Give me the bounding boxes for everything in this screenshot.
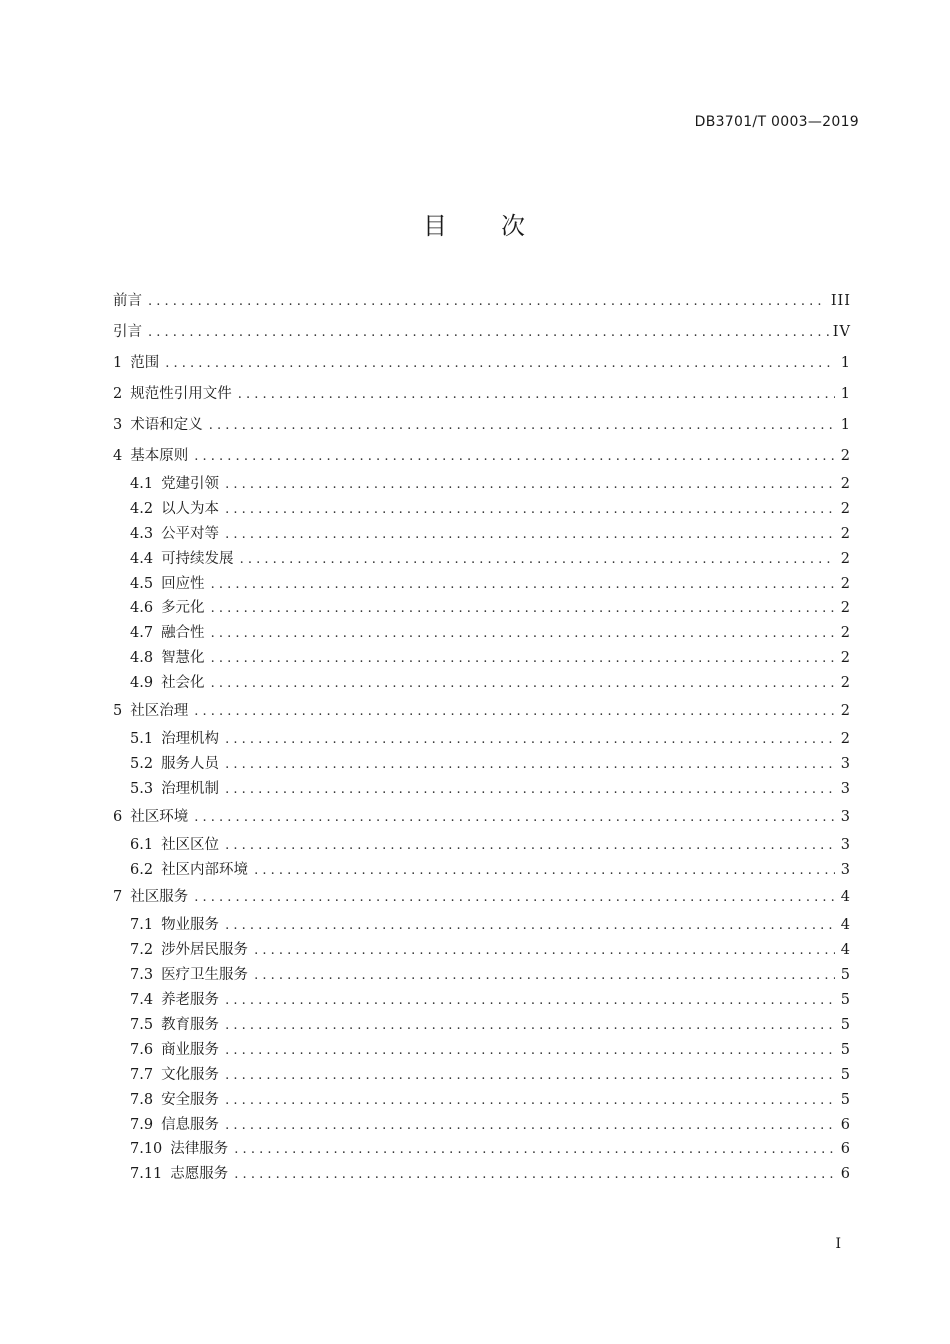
toc-dot-leader [225,1064,835,1089]
toc-entry[interactable] [113,671,851,696]
toc-entry[interactable] [113,646,851,671]
toc-entry-number: 6 [113,808,123,825]
toc-entry[interactable] [113,938,851,963]
toc-entry-page: 5 [840,1017,851,1034]
toc-dot-leader [240,548,835,573]
toc-dot-leader [234,1138,835,1163]
toc-dot-leader [211,573,835,598]
toc-dot-leader [225,834,835,859]
toc-dot-leader [225,1089,835,1114]
toc-dot-leader [254,964,835,989]
toc-entry-label: 前言 [113,293,142,309]
toc-entry-number: 4.1 [130,476,154,492]
toc-entry-page: 2 [840,625,851,642]
toc-entry-label: 回应性 [161,575,205,592]
toc-entry-number: 4.3 [130,525,154,542]
toc-entry-number: 5.2 [130,755,154,772]
toc-entry-page: 1 [840,355,851,371]
toc-entry-number: 7.2 [130,942,154,959]
page-number: I [835,1236,842,1252]
toc-dot-leader [211,597,835,622]
toc-entry-page: 4 [840,889,851,906]
toc-entry-number: 3 [113,417,123,433]
toc-entry[interactable] [113,1013,851,1038]
toc-entry[interactable] [113,410,851,441]
toc-title [0,206,950,241]
toc-entry-label: 商业服务 [161,1041,220,1058]
toc-entry-number: 4.6 [130,600,154,617]
toc-entry-number: 5.1 [130,731,154,748]
toc-entry[interactable] [113,572,851,597]
toc-entry[interactable] [113,621,851,646]
toc-title-part2: 次 [501,212,527,240]
toc-entry-page: 3 [840,808,851,825]
toc-dot-leader [225,1014,835,1039]
toc-entry-page: 5 [840,1041,851,1058]
toc-entry-page: 2 [840,550,851,567]
toc-entry-number: 7.3 [130,967,154,984]
toc-entry-label: 党建引领 [161,476,220,492]
toc-entry[interactable] [113,752,851,777]
toc-dot-leader [225,778,835,803]
toc-entry-label: 教育服务 [161,1017,220,1034]
toc-entry-page: 2 [840,525,851,542]
toc-entry-label: 引言 [113,324,142,340]
toc-entry-label: 公平对等 [161,525,220,542]
toc-dot-leader [225,523,835,548]
toc-entry-page: 4 [840,917,851,934]
toc-entry[interactable] [113,988,851,1013]
toc-entry[interactable] [113,441,851,472]
toc-entry-number: 4.5 [130,575,154,592]
toc-entry-number: 5 [113,703,123,720]
toc-entry[interactable] [113,963,851,988]
toc-dot-leader [225,914,835,939]
toc-entry-page: 1 [840,386,851,402]
toc-dot-leader [211,622,835,647]
toc-dot-leader [211,672,835,697]
toc-entry-number: 7.8 [130,1091,154,1108]
toc-entry-page: III [830,293,851,309]
toc-entry-number: 7.7 [130,1066,154,1083]
toc-dot-leader [254,939,835,964]
toc-entry[interactable] [113,913,851,938]
toc-dot-leader [165,348,835,379]
toc-entry-page: 2 [840,675,851,692]
toc-entry-label: 术语和定义 [130,417,203,433]
toc-entry-number: 4.4 [130,550,154,567]
toc-entry-page: 2 [840,600,851,617]
toc-entry-number: 4.2 [130,500,154,517]
toc-entry-number: 7 [113,889,123,906]
toc-entry[interactable] [113,858,851,883]
toc-entry-number: 7.1 [130,917,154,934]
toc-entry-label: 基本原则 [130,448,189,464]
toc-entry-label: 信息服务 [161,1116,220,1133]
toc-entry[interactable] [113,1088,851,1113]
toc-dot-leader [225,1039,835,1064]
toc-entry-label: 规范性引用文件 [130,386,232,402]
toc-entry-page: 5 [840,992,851,1009]
toc-entry-number: 7.4 [130,992,154,1009]
toc-entry-number: 4.7 [130,625,154,642]
document-code: DB3701/T 0003—2019 [694,114,859,130]
toc-entry-label: 养老服务 [161,992,220,1009]
toc-entry-label: 医疗卫生服务 [161,967,249,984]
toc-entry[interactable] [113,882,851,913]
toc-dot-leader [225,1114,835,1139]
toc-entry[interactable] [113,348,851,379]
toc-dot-leader [234,1163,835,1188]
toc-entry-label: 可持续发展 [161,550,234,567]
toc-dot-leader [194,882,835,913]
toc-entry-page: 2 [840,448,851,464]
toc-entry-label: 涉外居民服务 [161,942,249,959]
toc-entry-number: 7.11 [130,1166,163,1183]
toc-entry-page: IV [832,324,851,340]
toc-entry[interactable] [113,522,851,547]
toc-list [113,286,851,1187]
toc-dot-leader [225,498,835,523]
toc-dot-leader [225,728,835,753]
toc-entry-label: 范围 [130,355,160,371]
toc-entry-page: 5 [840,1066,851,1083]
toc-dot-leader [148,286,827,317]
toc-dot-leader [194,802,835,833]
toc-entry[interactable] [113,1038,851,1063]
toc-entry[interactable] [113,696,851,727]
toc-entry-page: 3 [840,836,851,853]
toc-entry-label: 物业服务 [161,917,220,934]
toc-entry-label: 社区治理 [130,703,189,720]
toc-dot-leader [225,473,835,498]
toc-entry-label: 社区内部环境 [161,861,249,878]
toc-title-part1: 目 [423,212,449,240]
toc-entry-label: 融合性 [161,625,205,642]
toc-entry-label: 治理机构 [161,731,220,748]
toc-entry-page: 2 [840,575,851,592]
toc-entry-label: 服务人员 [161,755,220,772]
toc-entry-number: 7.9 [130,1116,154,1133]
toc-entry-page: 4 [840,942,851,959]
toc-entry[interactable] [113,596,851,621]
toc-entry[interactable] [113,1063,851,1088]
toc-entry-page: 6 [840,1141,851,1158]
toc-entry-label: 社会化 [161,675,205,692]
toc-dot-leader [254,859,835,884]
toc-entry-page: 3 [840,780,851,797]
toc-entry-label: 社区区位 [161,836,220,853]
toc-entry-page: 2 [840,703,851,720]
toc-entry-label: 社区环境 [130,808,189,825]
toc-entry-number: 4.9 [130,675,154,692]
toc-entry[interactable] [113,802,851,833]
toc-dot-leader [211,647,835,672]
toc-dot-leader [209,410,835,441]
toc-entry-page: 1 [840,417,851,433]
toc-entry-number: 5.3 [130,780,154,797]
toc-entry-page: 3 [840,861,851,878]
toc-entry[interactable] [113,833,851,858]
toc-entry-page: 3 [840,755,851,772]
toc-entry-label: 安全服务 [161,1091,220,1108]
toc-entry-page: 2 [840,476,851,492]
toc-entry-number: 6.1 [130,836,154,853]
toc-entry[interactable] [113,777,851,802]
toc-entry-number: 6.2 [130,861,154,878]
toc-entry-number: 7.6 [130,1041,154,1058]
toc-entry-number: 7.10 [130,1141,163,1158]
toc-entry-page: 2 [840,731,851,748]
toc-entry[interactable] [113,727,851,752]
toc-dot-leader [148,317,829,348]
toc-dot-leader [194,441,835,472]
toc-dot-leader [225,989,835,1014]
toc-entry-page: 5 [840,1091,851,1108]
toc-entry[interactable] [113,317,851,348]
toc-entry-number: 4 [113,448,123,464]
toc-entry-label: 志愿服务 [170,1166,229,1183]
toc-entry[interactable] [113,1162,851,1187]
toc-entry[interactable] [113,1137,851,1162]
toc-entry[interactable] [113,286,851,317]
toc-entry-label: 社区服务 [130,889,189,906]
toc-entry[interactable] [113,497,851,522]
toc-entry-page: 2 [840,650,851,667]
toc-dot-leader [238,379,835,410]
toc-entry-page: 5 [840,967,851,984]
toc-entry-label: 以人为本 [161,500,220,517]
toc-dot-leader [225,753,835,778]
toc-entry-number: 1 [113,355,123,371]
toc-entry-page: 2 [840,500,851,517]
toc-dot-leader [194,696,835,727]
toc-entry-label: 文化服务 [161,1066,220,1083]
toc-entry-page: 6 [840,1116,851,1133]
toc-entry[interactable] [113,472,851,497]
toc-entry-number: 7.5 [130,1017,154,1034]
toc-entry-number: 4.8 [130,650,154,667]
toc-entry[interactable] [113,1113,851,1138]
toc-entry-page: 6 [840,1166,851,1183]
toc-entry-label: 多元化 [161,600,205,617]
toc-entry-number: 2 [113,386,123,402]
toc-entry[interactable] [113,547,851,572]
toc-entry-label: 治理机制 [161,780,220,797]
toc-entry-label: 智慧化 [161,650,205,667]
toc-entry[interactable] [113,379,851,410]
toc-entry-label: 法律服务 [170,1141,229,1158]
